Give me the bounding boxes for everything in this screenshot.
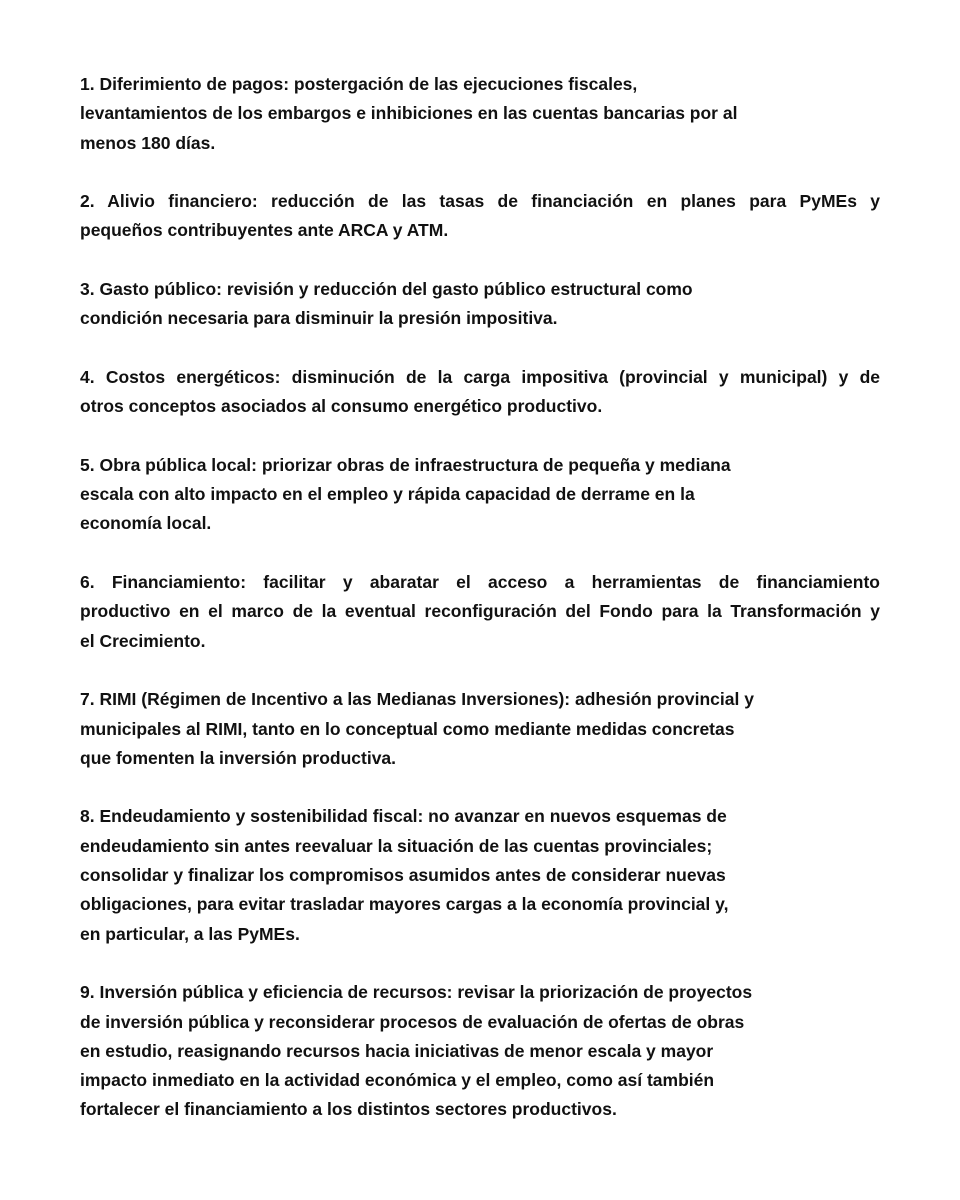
text-line: el Crecimiento. [80,630,206,651]
list-item [80,978,880,1124]
text-line: de inversión pública y reconsiderar procesos de evaluación de ofertas de obras [80,1011,745,1032]
text-line: en particular, a las PyMEs. [80,923,300,944]
paragraph [80,685,880,773]
text-line: productivo en el marco de la eventual reconfiguración del Fondo para la Transformación y [80,601,880,622]
list-item [80,685,880,773]
text-line: que fomenten la inversión productiva. [80,747,397,768]
paragraph [80,187,880,246]
text-line: 9. Inversión pública y eficiencia de recursos: revisar la priorización de proyectos [80,982,753,1003]
text-line: en estudio, reasignando recursos hacia iniciativas de menor escala y mayor [80,1040,714,1061]
list-item [80,568,880,656]
list-item [80,802,880,948]
text-line: pequeños contribuyentes ante ARCA y ATM. [80,220,449,241]
paragraph [80,451,880,539]
paragraph [80,70,880,158]
text-line: economía local. [80,513,212,534]
text-line: 7. RIMI (Régimen de Incentivo a las Medianas Inversiones): adhesión provincial y [80,689,754,710]
text-line: 8. Endeudamiento y sostenibilidad fiscal: no avanzar en nuevos esquemas de [80,806,727,827]
list-item [80,70,880,158]
text-line: endeudamiento sin antes reevaluar la situación de las cuentas provinciales; [80,835,713,856]
text-line: levantamientos de los embargos e inhibiciones en las cuentas bancarias por al [80,103,738,124]
paragraph [80,802,880,948]
list-item [80,363,880,422]
text-line: 1. Diferimiento de pagos: postergación de las ejecuciones fiscales, [80,74,638,94]
text-line: municipales al RIMI, tanto en lo conceptual como mediante medidas concretas [80,718,735,739]
text-line: 5. Obra pública local: priorizar obras de infraestructura de pequeña y mediana [80,454,731,475]
text-line: menos 180 días. [80,132,216,153]
text-line: condición necesaria para disminuir la presión impositiva. [80,308,558,329]
paragraph [80,568,880,656]
text-line: fortalecer el financiamiento a los distintos sectores productivos. [80,1099,617,1120]
document-page [80,70,880,1154]
list-item [80,451,880,539]
text-line: impacto inmediato en la actividad económica y el empleo, como así también [80,1070,715,1091]
list-item [80,275,880,334]
text-line: 4. Costos energéticos: disminución de la carga impositiva (provincial y municipal) y de [80,366,880,387]
text-line: otros conceptos asociados al consumo energético productivo. [80,396,603,417]
text-line: obligaciones, para evitar trasladar mayores cargas a la economía provincial y, [80,894,729,915]
text-line: escala con alto impacto en el empleo y rápida capacidad de derrame en la [80,484,695,505]
paragraph [80,363,880,422]
text-line: 3. Gasto público: revisión y reducción del gasto público estructural como [80,279,693,300]
text-line: consolidar y finalizar los compromisos asumidos antes de considerar nuevas [80,865,726,886]
text-line: 6. Financiamiento: facilitar y abaratar el acceso a herramientas de financiamiento [80,572,880,593]
text-line: 2. Alivio financiero: reducción de las tasas de financiación en planes para PyMEs y [80,191,880,212]
list-item [80,187,880,246]
paragraph [80,275,880,334]
paragraph [80,978,880,1124]
